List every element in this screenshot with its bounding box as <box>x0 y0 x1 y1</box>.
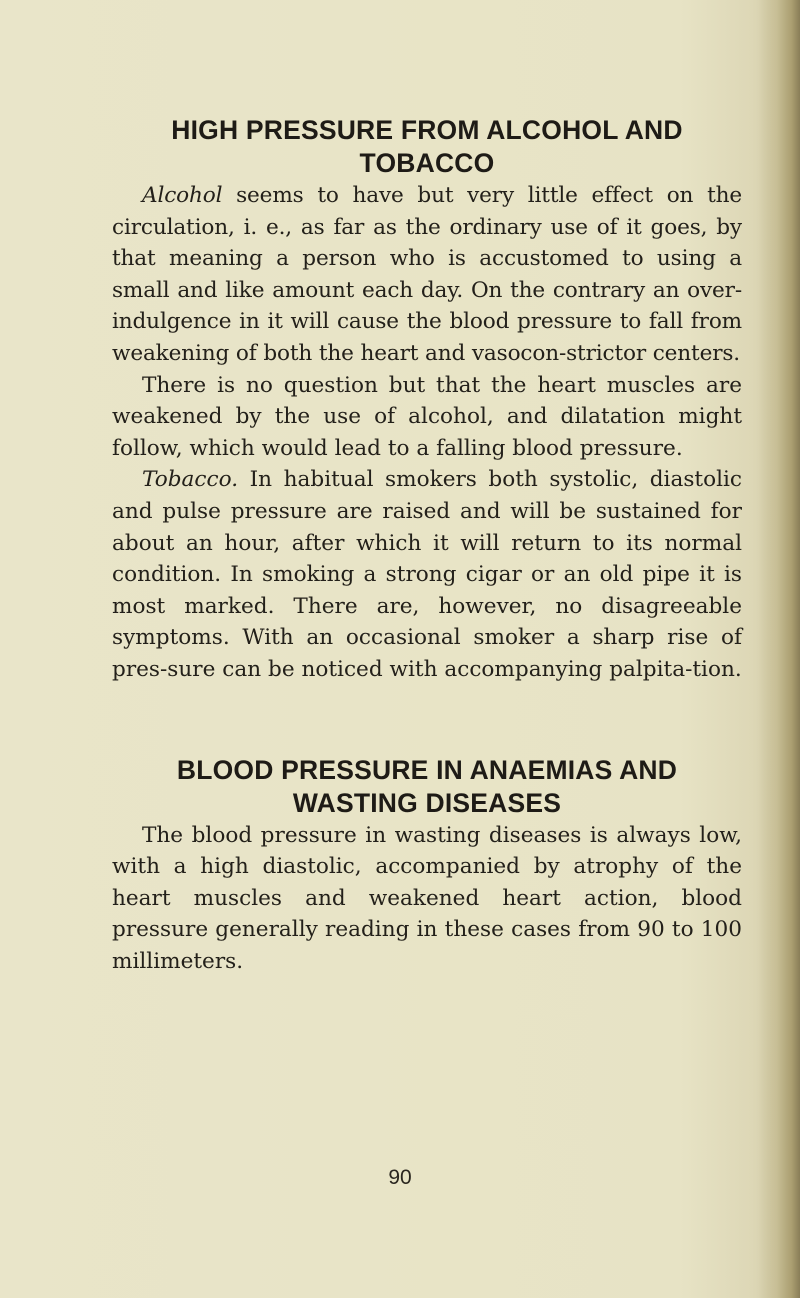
section-heading-anaemias: BLOOD PRESSURE IN ANAEMIAS AND WASTING DISEASES <box>176 754 678 818</box>
paragraph-lead-tobacco: Tobacco. <box>142 467 239 493</box>
page-number: 90 <box>388 1166 412 1189</box>
page-edge-shadow <box>758 0 800 1298</box>
paragraph-alcohol <box>112 180 742 370</box>
paragraph-text-heart-muscles: There is no question but that the heart muscles are weakened by the use of alcohol, and dilatation might follow, which would lead to a falling blood pressure. <box>112 372 742 461</box>
section-heading-alcohol-tobacco: HIGH PRESSURE FROM ALCOHOL AND TOBACCO <box>171 115 683 178</box>
paragraph-lead-alcohol: Alcohol <box>142 183 223 208</box>
paragraph-wasting-diseases <box>112 820 742 978</box>
page-content <box>112 108 742 977</box>
paragraph-tobacco <box>112 464 742 685</box>
paragraph-text-wasting-diseases: The blood pressure in wasting diseases is always low, with a high diastolic, accompanied by atrophy of the heart muscles and weakened heart action, blood pressure generally reading in these cases from 90 to 100 millimeters. <box>112 822 742 974</box>
paragraph-text-alcohol: seems to have but very little effect on the circulation, i. e., as far as the ordinary use of it goes, by that meaning a person who is accustomed to using a small and like amount each day. On the contrary an over-indulgence in it will cause the blood pressure to fall from weakening of both the heart and vasocon-strictor centers. <box>112 183 742 366</box>
paragraph-text-tobacco: In habitual smokers both systolic, diastolic and pulse pressure are raised and will be sustained for about an hour, after which it will return to its normal condition. In smoking a strong cigar or an old pipe it is most marked. There are, however, no disagreeable symptoms. With an occasional smoker a sharp rise of pres-sure can be noticed with accompanying palpita-tion. <box>112 467 742 682</box>
paragraph-heart-muscles <box>112 370 742 465</box>
